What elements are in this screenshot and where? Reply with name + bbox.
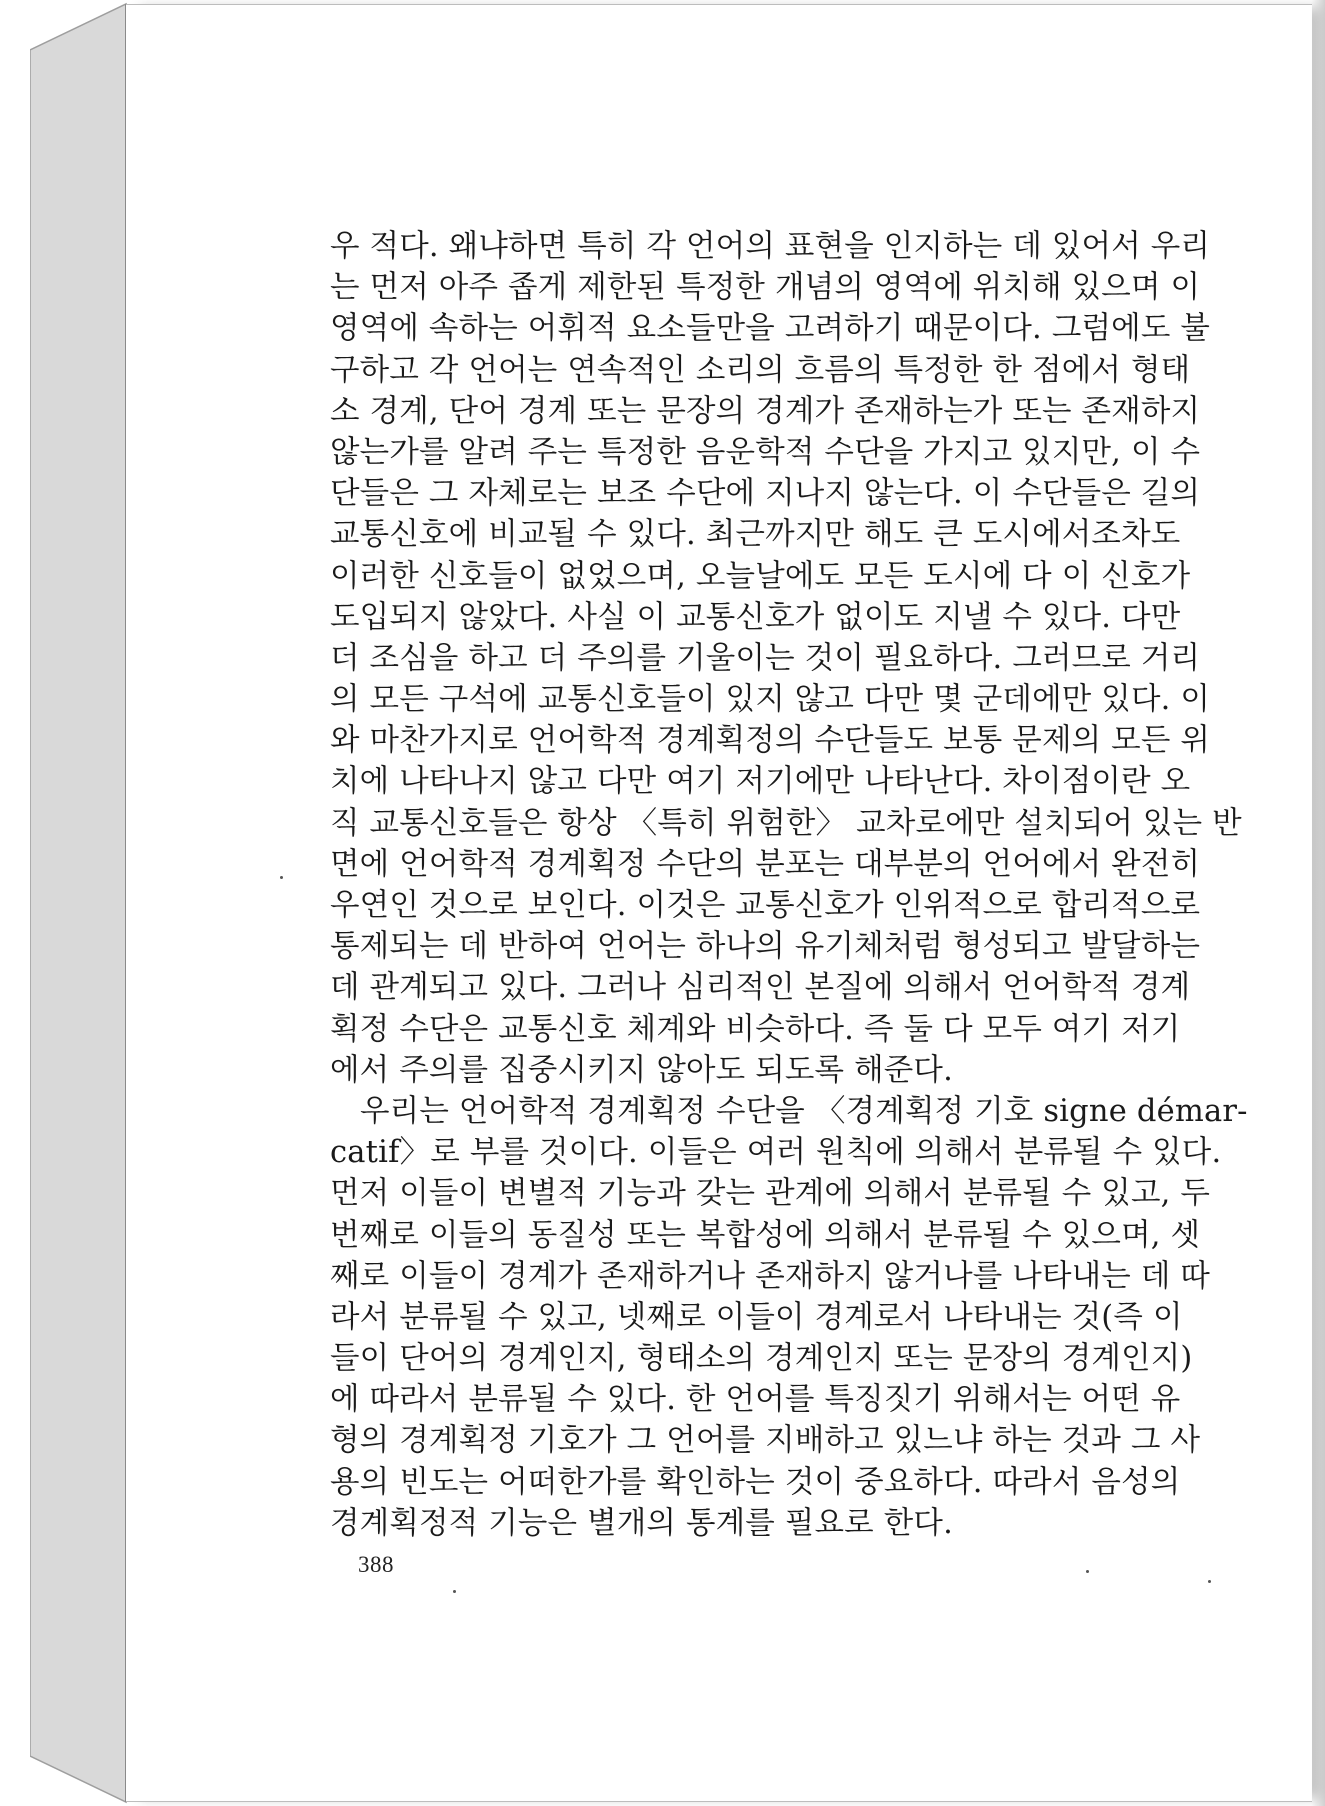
paragraph [330,1091,1248,1544]
text-line: catif〉로 부를 것이다. 이들은 여러 원칙에 의해서 분류될 수 있다. [330,1135,1222,1171]
text-line: 영역에 속하는 어휘적 요소들만을 고려하기 때문이다. 그럼에도 불 [330,311,1211,347]
text-line: 단들은 그 자체로는 보조 수단에 지나지 않는다. 이 수단들은 길의 [330,476,1201,512]
text-line: 않는가를 알려 주는 특정한 음운학적 수단을 가지고 있지만, 이 수 [330,434,1201,470]
text-line: 우리는 언어학적 경계획정 수단을 〈경계획정 기호 signe démar- [360,1093,1248,1129]
text-line: 이러한 신호들이 없었으며, 오늘날에도 모든 도시에 다 이 신호가 [330,558,1191,594]
text-line: 도입되지 않았다. 사실 이 교통신호가 없이도 지낼 수 있다. 다만 [330,599,1181,635]
text-line: 소 경계, 단어 경계 또는 문장의 경계가 존재하는가 또는 존재하지 [330,393,1201,429]
text-line: 와 마찬가지로 언어학적 경계획정의 수단들도 보통 문제의 모든 위 [330,723,1211,759]
text-line: 의 모든 구석에 교통신호들이 있지 않고 다만 몇 군데에만 있다. 이 [330,682,1211,718]
text-line: 직 교통신호들은 항상 〈특히 위험한〉 교차로에만 설치되어 있는 반 [330,805,1242,841]
text-line: 우연인 것으로 보인다. 이것은 교통신호가 인위적으로 합리적으로 [330,888,1201,923]
text-line: 획정 수단은 교통신호 체계와 비슷하다. 즉 둘 다 모두 여기 저기 [330,1011,1181,1047]
text-line: 라서 분류될 수 있고, 넷째로 이들이 경계로서 나타내는 것(즉 이 [330,1299,1183,1335]
scan-speck [1086,1570,1089,1573]
text-line: 는 먼저 아주 좁게 제한된 특정한 개념의 영역에 위치해 있으며 이 [330,270,1201,306]
scan-speck [1208,1580,1211,1583]
body-text [330,226,1248,1544]
text-line: 들이 단어의 경계인지, 형태소의 경계인지 또는 문장의 경계인지) [330,1341,1193,1377]
text-line: 에 따라서 분류될 수 있다. 한 언어를 특징짓기 위해서는 어떤 유 [330,1382,1181,1418]
text-line: 통제되는 데 반하여 언어는 하나의 유기체처럼 형성되고 발달하는 [330,929,1201,965]
text-line: 먼저 이들이 변별적 기능과 갖는 관계에 의해서 분류될 수 있고, 두 [330,1176,1211,1212]
text-line: 더 조심을 하고 더 주의를 기울이는 것이 필요하다. 그러므로 거리 [330,640,1201,676]
text-line: 면에 언어학적 경계획정 수단의 분포는 대부분의 언어에서 완전히 [330,846,1201,882]
text-line: 용의 빈도는 어떠한가를 확인하는 것이 중요하다. 따라서 음성의 [330,1464,1181,1500]
text-line: 형의 경계획정 기호가 그 언어를 지배하고 있느냐 하는 것과 그 사 [330,1423,1201,1459]
text-line: 경계획정적 기능은 별개의 통계를 필요로 한다. [330,1505,953,1541]
scan-speck [280,876,283,879]
text-line: 교통신호에 비교될 수 있다. 최근까지만 해도 큰 도시에서조차도 [330,517,1181,553]
scan-speck [453,1590,456,1593]
text-line: 째로 이들이 경계가 존재하거나 존재하지 않거나를 나타내는 데 따 [330,1258,1211,1294]
page-number: 388 [358,1552,394,1577]
text-line: 데 관계되고 있다. 그러나 심리적인 본질에 의해서 언어학적 경계 [330,970,1191,1006]
page-shadow [1311,0,1325,1806]
text-line: 에서 주의를 집중시키지 않아도 되도록 해준다. [330,1052,953,1088]
text-line: 구하고 각 언어는 연속적인 소리의 흐름의 특정한 한 점에서 형태 [330,352,1191,388]
text-line: 치에 나타나지 않고 다만 여기 저기에만 나타난다. 차이점이란 오 [330,764,1191,800]
text-line: 우 적다. 왜냐하면 특히 각 언어의 표현을 인지하는 데 있어서 우리 [330,229,1211,264]
book-spine [30,0,130,1806]
text-line: 번째로 이들의 동질성 또는 복합성에 의해서 분류될 수 있으며, 셋 [330,1217,1201,1253]
paragraph [330,226,1242,1091]
